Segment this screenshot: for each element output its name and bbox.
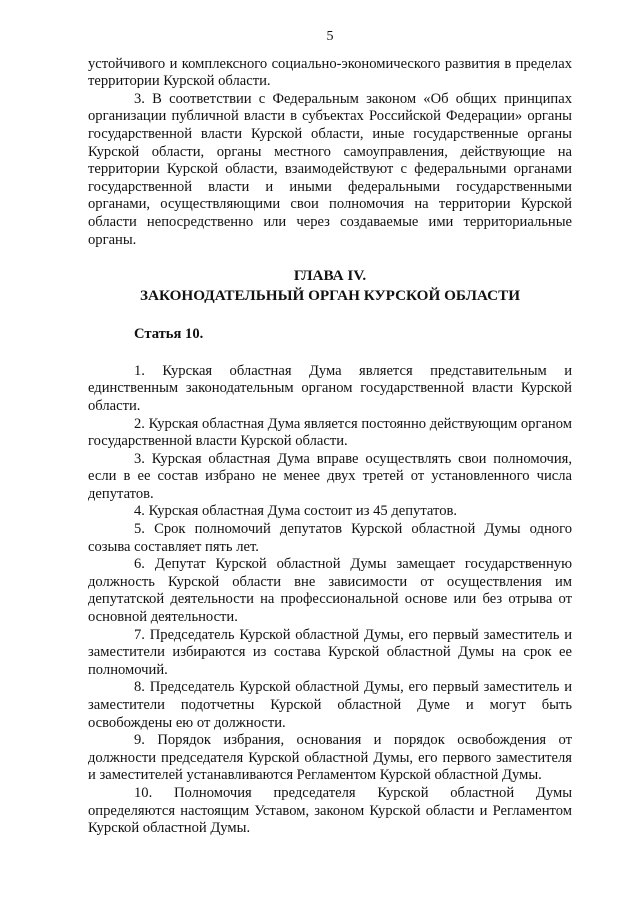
page-number: 5	[326, 29, 334, 44]
article-item-9: 9. Порядок избрания, основания и порядок освобождения от должности председателя Курской областной Думы, его первого заместителя и заместителей устанавливаются Регламентом Курской областной Думы.	[88, 732, 572, 784]
article-item-7: 7. Председатель Курской областной Думы, его первый заместитель и заместители избираются из состава Курской областной Думы на срок ее полномочий.	[88, 626, 572, 678]
article-item-8: 8. Председатель Курской областной Думы, его первый заместитель и заместители подотчетны Курской областной Думе и могут быть освобождены ею от должности.	[88, 679, 572, 731]
chapter-number: ГЛАВА IV.	[293, 267, 367, 285]
document-page	[88, 28, 572, 838]
article-title: Статья 10.	[134, 326, 204, 343]
article-item-1: 1. Курская областная Дума является представительным и единственным законодательным органом государственной власти Курской области.	[88, 362, 572, 414]
article-item-5: 5. Срок полномочий депутатов Курской областной Думы одного созыва составляет пять лет.	[88, 521, 572, 555]
article-item-6: 6. Депутат Курской областной Думы замещает государственную должность Курской области вне зависимости от осуществления им депутатской деятельности на профессиональной основе или без отрыва от основной деятельности.	[88, 556, 572, 626]
chapter-title: ЗАКОНОДАТЕЛЬНЫЙ ОРГАН КУРСКОЙ ОБЛАСТИ	[139, 287, 521, 305]
paragraph-item-3: 3. В соответствии с Федеральным законом «Об общих принципах организации публичной власти в субъектах Российской Федерации» органы государственной власти Курской области, иные государственные органы Курской области, органы местного самоуправления, действующие на территории Курской области, взаимодействуют с федеральными органами государственной власти и иными федеральными государственными органами, осуществляющими свои полномочия на территории Курской области непосредственно или через создаваемые ими территориальные органы.	[88, 90, 572, 248]
article-item-3: 3. Курская областная Дума вправе осуществлять свои полномочия, если в ее состав избрано не менее двух третей от установленного числа депутатов.	[88, 450, 572, 502]
article-item-4: 4. Курская областная Дума состоит из 45 депутатов.	[134, 503, 458, 520]
article-item-2: 2. Курская областная Дума является постоянно действующим органом государственной власти Курской области.	[88, 415, 572, 450]
article-item-10: 10. Полномочия председателя Курской областной Думы определяются настоящим Уставом, законом Курской области и Регламентом Курской областной Думы.	[88, 784, 572, 837]
continued-paragraph: устойчивого и комплексного социально-экономического развития в пределах территории Курской области.	[88, 55, 572, 90]
